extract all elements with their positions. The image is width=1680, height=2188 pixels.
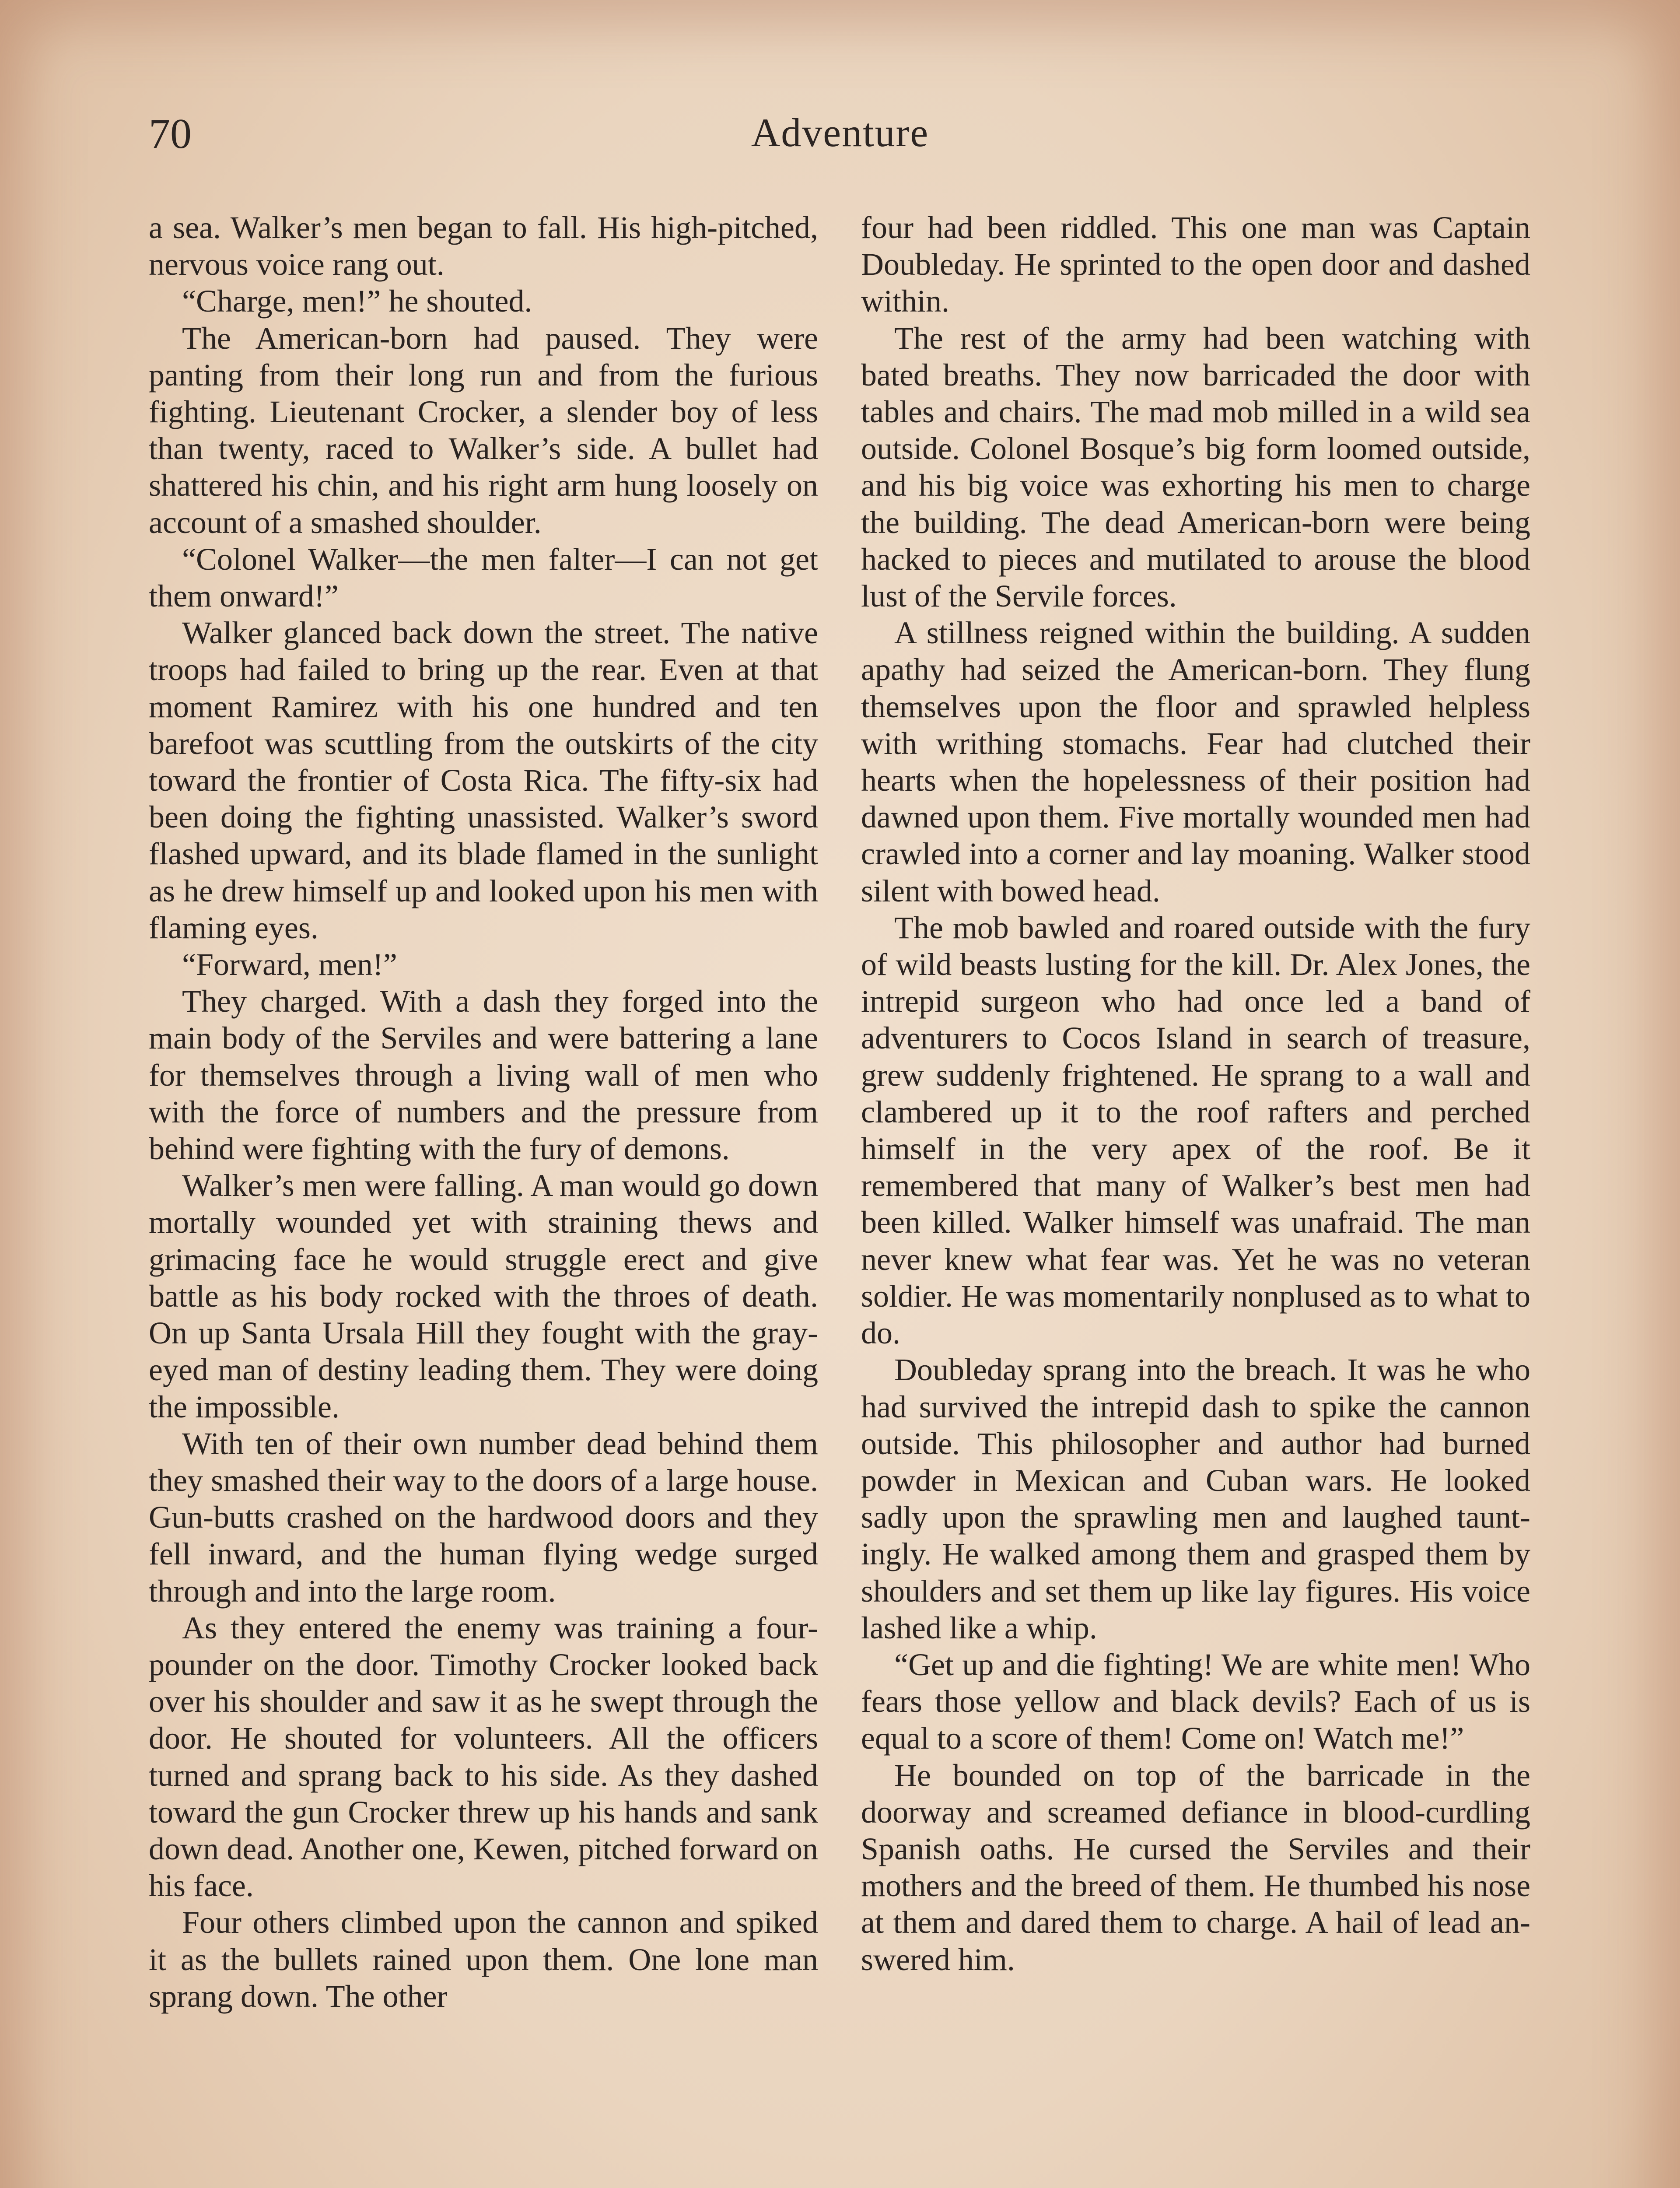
paragraph: They charged. With a dash they forged into the main body of the Serviles and were battering a lane for themselves through a living wall of men who with the force of numbers and the pressure from behind were fighting with the fury of demons. (149, 984, 818, 1167)
paragraph: a sea. Walker’s men began to fall. His high-pitched, nervous voice rang out. (149, 210, 818, 282)
page-number: 70 (149, 110, 192, 158)
paragraph: A stillness reigned within the building. A sudden apathy had seized the American-born. They flung themselves upon the floor and sprawled helpless with writhing stomachs. Fear had clutched their hearts when the hopelessness of their position had dawned upon them. Five mortally wounded men had crawled into a corner and lay moaning. Walker stood silent with bowed head. (861, 615, 1530, 908)
paragraph: “Forward, men!” (182, 947, 397, 982)
paragraph: Four others climbed upon the cannon and spiked it as the bullets rained upon them. One lone man sprang down. The other (149, 1905, 818, 2014)
paragraph: The mob bawled and roared outside with the fury of wild beasts lusting for the kill. Dr. Alex Jones, the intrepid surgeon who had once led a band of adventurers to Cocos Island in search of treasure, grew suddenly frightened. He sprang to a wall and clambered up it to the roof rafters and perched himself in the very apex of the roof. Be it remembered that many of Walker’s best men had been killed. Walker himself was unafraid. The man never knew what fear was. Yet he was no veteran soldier. He was momentarily nonplused as to what to do. (861, 910, 1530, 1351)
paragraph: Walker’s men were falling. A man would go down mortally wounded yet with straining thews and grimacing face he would struggle erect and give battle as his body rocked with the throes of death. On up Santa Ursala Hill they fought with the gray-eyed man of destiny leading them. They were doing the impossible. (149, 1168, 818, 1424)
right-text-column (861, 209, 1530, 1978)
paragraph: “Colonel Walker—the men falter—I can not get them onward!” (149, 541, 818, 614)
paragraph: four had been riddled. This one man was Captain Doubleday. He sprinted to the open door and dashed within. (861, 210, 1530, 319)
paragraph: The rest of the army had been watching with bated breaths. They now barricaded the door with tables and chairs. The mad mob milled in a wild sea outside. Colonel Bosque’s big form loomed outside, and his big voice was exhorting his men to charge the building. The dead American-born were being hacked to pieces and mutilated to arouse the blood lust of the Servile forces. (861, 320, 1530, 614)
paragraph: He bounded on top of the barricade in the doorway and screamed defiance in blood-curdling Spanish oaths. He cursed the Serviles and their mothers and the breed of them. He thumbed his nose at them and dared them to charge. A hail of lead answered him. (861, 1757, 1530, 1977)
paragraph: Walker glanced back down the street. The native troops had failed to bring up the rear. Even at that moment Ramirez with his one hundred and ten barefoot was scuttling from the outskirts of the city toward the frontier of Costa Rica. The fifty-six had been doing the fighting unassisted. Walker’s sword flashed upward, and its blade flamed in the sunlight as he drew himself up and looked upon his men with flaming eyes. (149, 615, 818, 945)
paragraph: As they entered the enemy was training a four-pounder on the door. Timothy Crocker looked back over his shoulder and saw it as he swept through the door. He shouted for volunteers. All the officers turned and sprang back to his side. As they dashed toward the gun Crocker threw up his hands and sank down dead. Another one, Kewen, pitched forward on his face. (149, 1610, 818, 1904)
left-text-column (149, 209, 818, 2015)
running-head-title: Adventure (751, 110, 929, 155)
paragraph: “Charge, men!” he shouted. (182, 284, 532, 319)
paragraph: The American-born had paused. They were panting from their long run and from the furious fighting. Lieutenant Crocker, a slender boy of less than twenty, raced to Walker’s side. A bullet had shattered his chin, and his right arm hung loosely on account of a smashed shoulder. (149, 320, 818, 540)
paragraph: “Get up and die fighting! We are white men! Who fears those yellow and black devils? Each of us is equal to a score of them! Come on! Watch me!” (861, 1647, 1530, 1756)
paragraph: With ten of their own number dead behind them they smashed their way to the doors of a large house. Gun-butts crashed on the hardwood doors and they fell inward, and the human flying wedge surged through and into the large room. (149, 1426, 818, 1609)
paragraph: Doubleday sprang into the breach. It was he who had survived the intrepid dash to spike the cannon outside. This philosopher and author had burned powder in Mexican and Cuban wars. He looked sadly upon the sprawling men and laughed tauntingly. He walked among them and grasped them by shoulders and set them up like lay figures. His voice lashed like a whip. (861, 1352, 1530, 1645)
